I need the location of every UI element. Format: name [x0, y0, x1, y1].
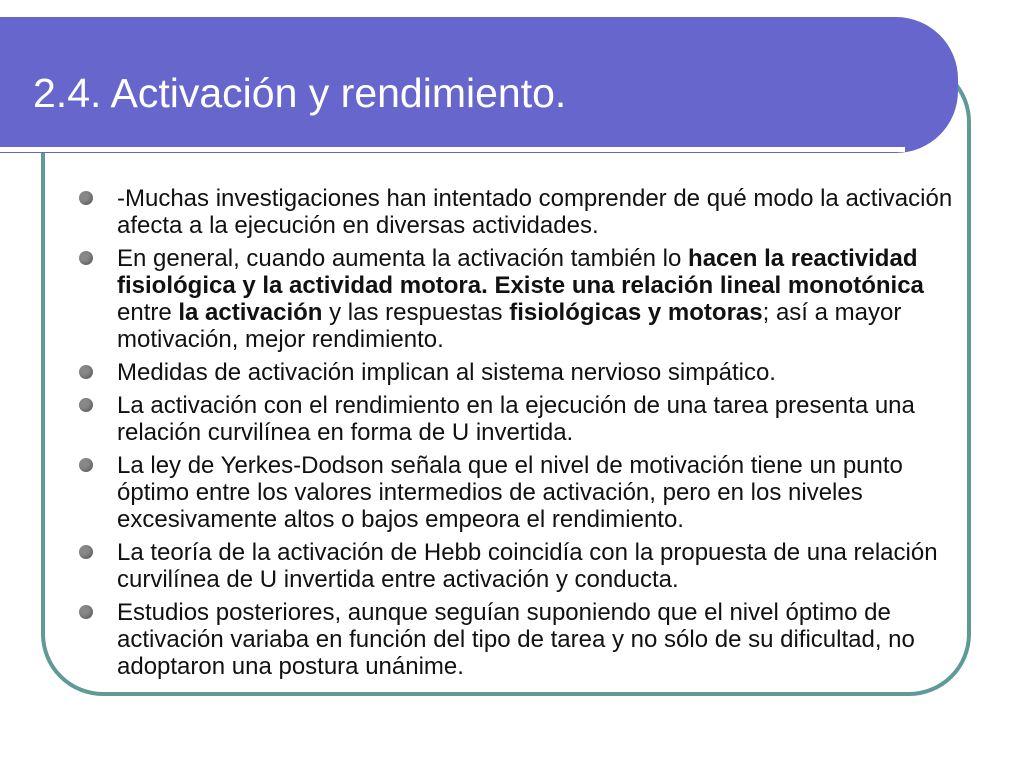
text-segment: entre	[117, 299, 179, 326]
bullet-text	[117, 245, 924, 353]
bullet-text	[117, 599, 915, 680]
bullet-text	[117, 452, 903, 533]
title-bar	[0, 17, 958, 153]
bullet-dot-icon	[79, 458, 93, 472]
bullet-dot-icon	[79, 191, 93, 205]
bullet-dot-icon	[79, 251, 93, 265]
bullet-dot-icon	[79, 398, 93, 412]
text-segment: y las respuestas	[322, 299, 510, 326]
text-segment: La teoría de la activación de Hebb coincidía con la propuesta de una relación curvilínea de U invertida entre activación y conducta.	[117, 539, 938, 593]
bullet-text	[117, 185, 952, 239]
bullet-item	[79, 245, 959, 353]
bullet-text	[117, 539, 938, 593]
bullet-dot-icon	[79, 545, 93, 559]
bullet-item	[79, 539, 959, 593]
text-segment: Medidas de activación implican al sistema nervioso simpático.	[117, 359, 776, 386]
bold-text-segment: la activación	[178, 299, 323, 326]
text-segment: La activación con el rendimiento en la ejecución de una tarea presenta una relación curvilínea en forma de U invertida.	[117, 392, 915, 446]
slide-title: 2.4. Activación y rendimiento.	[33, 70, 567, 116]
bullet-list	[79, 185, 959, 686]
text-segment: En general, cuando aumenta la activación también lo	[117, 245, 689, 272]
text-segment: ; así a mayor motivación, mejor rendimiento.	[117, 299, 902, 353]
text-segment: -Muchas investigaciones han intentado comprender de qué modo la activación afecta a la ejecución en diversas actividades.	[117, 185, 953, 239]
text-segment: La ley de Yerkes-Dodson señala que el nivel de motivación tiene un punto óptimo entre los valores intermedios de activación, pero en los niveles excesivamente altos o bajos empeora el rendimiento.	[117, 452, 903, 533]
bullet-item	[79, 359, 959, 386]
bold-text-segment: fisiológicas y motoras	[509, 299, 763, 326]
bullet-item	[79, 452, 959, 533]
bullet-item	[79, 185, 959, 239]
bullet-item	[79, 599, 959, 680]
bullet-item	[79, 392, 959, 446]
bullet-text	[117, 359, 776, 386]
text-segment: Estudios posteriores, aunque seguían suponiendo que el nivel óptimo de activación variaba en función del tipo de tarea y no sólo de su dificultad, no adoptaron una postura unánime.	[117, 599, 915, 680]
bullet-dot-icon	[79, 605, 93, 619]
bullet-text	[117, 392, 915, 446]
bold-text-segment: hacen la reactividad fisiológica y la actividad motora. Existe una relación lineal monotónica	[117, 245, 924, 299]
title-underline	[0, 147, 905, 152]
bullet-dot-icon	[79, 365, 93, 379]
